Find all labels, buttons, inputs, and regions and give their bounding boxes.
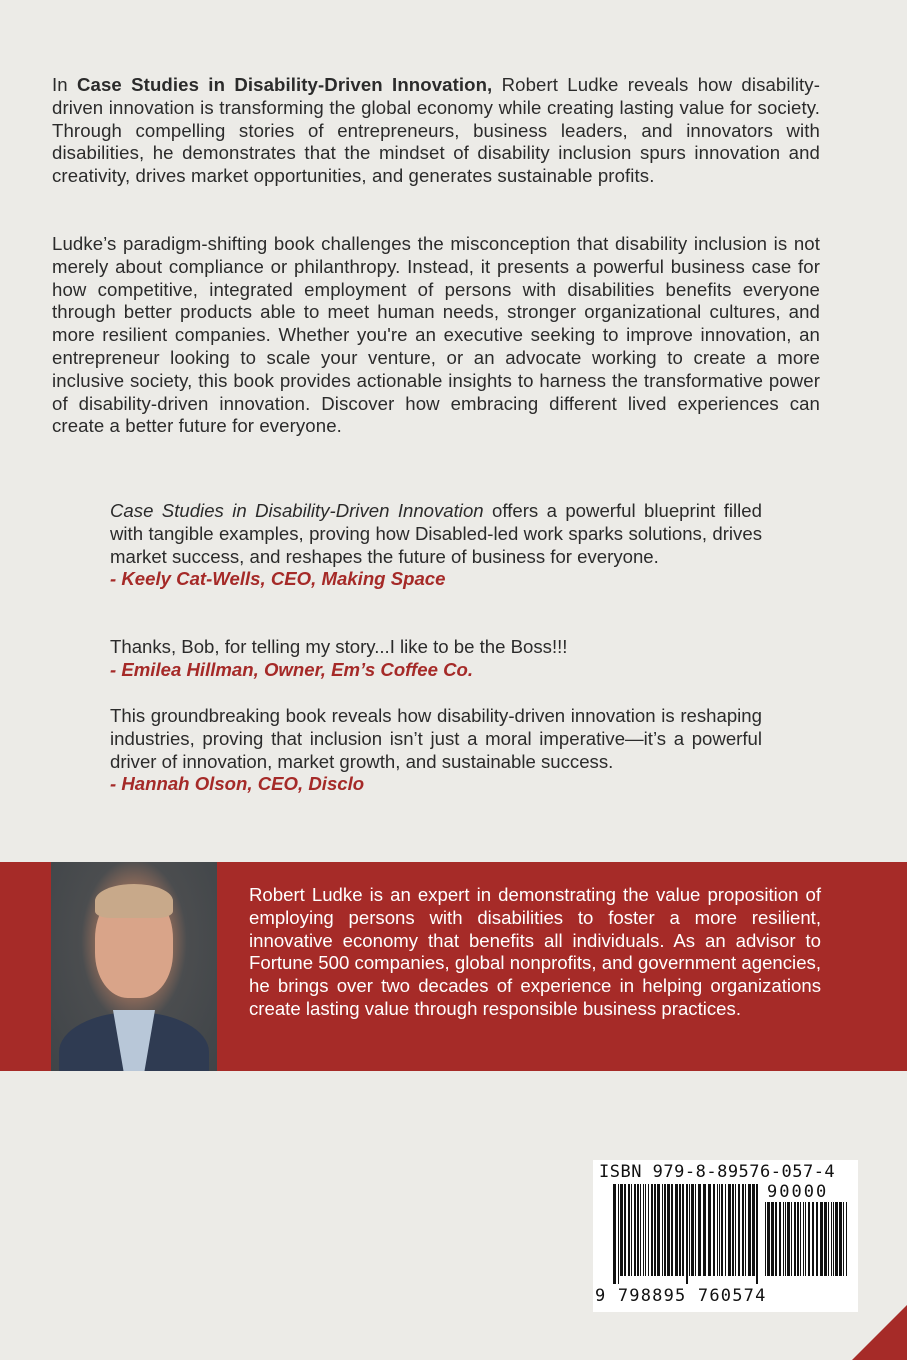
barcode-bar bbox=[833, 1202, 834, 1276]
barcode-bar bbox=[745, 1184, 746, 1276]
barcode-bar bbox=[820, 1202, 823, 1276]
barcode-bar bbox=[643, 1184, 644, 1276]
barcode-bar bbox=[708, 1184, 711, 1276]
endorsement-2-attribution: - Emilea Hillman, Owner, Em’s Coffee Co. bbox=[110, 658, 474, 680]
barcode-bar bbox=[765, 1202, 766, 1276]
barcode-bar bbox=[634, 1184, 636, 1276]
barcode-bar bbox=[664, 1184, 666, 1276]
barcode-bar bbox=[691, 1184, 694, 1276]
barcode-bar bbox=[752, 1184, 755, 1276]
barcode-bar bbox=[618, 1184, 619, 1284]
barcode-bar bbox=[805, 1202, 806, 1276]
barcode-bar bbox=[686, 1184, 688, 1284]
barcode-bar bbox=[624, 1184, 626, 1276]
endorsement-3 bbox=[110, 705, 762, 796]
intro-paragraph bbox=[52, 74, 820, 188]
barcode-bar bbox=[835, 1202, 838, 1276]
endorsement-3-text: This groundbreaking book reveals how disability-driven innovation is reshaping industries, proving that inclusion isn’t just a moral imperative—it’s a powerful driver of innovation, market growth, and sustainable success. bbox=[110, 705, 762, 772]
barcode-bar bbox=[775, 1202, 777, 1276]
barcode-bar bbox=[671, 1184, 673, 1276]
corner-accent bbox=[852, 1305, 907, 1360]
endorsement-1-attribution: - Keely Cat-Wells, CEO, Making Space bbox=[110, 568, 446, 590]
barcode-bar bbox=[620, 1184, 623, 1276]
barcode-bar bbox=[791, 1202, 792, 1276]
author-photo bbox=[51, 862, 217, 1071]
ean-digits: 9 798895 760574 bbox=[595, 1286, 767, 1306]
barcode-bar bbox=[846, 1202, 847, 1276]
barcode-bar bbox=[695, 1184, 696, 1276]
intro-prefix: In bbox=[52, 74, 78, 95]
barcode-bar bbox=[657, 1184, 660, 1276]
barcode-bar bbox=[689, 1184, 690, 1276]
barcode-bar bbox=[839, 1202, 842, 1276]
barcode-bar bbox=[803, 1202, 804, 1276]
barcode-bar bbox=[742, 1184, 744, 1276]
isbn-barcode bbox=[593, 1160, 858, 1312]
barcode-bar bbox=[808, 1202, 810, 1276]
barcode-bar bbox=[667, 1184, 670, 1276]
barcode-bar bbox=[828, 1202, 829, 1276]
barcode-bar bbox=[719, 1184, 720, 1276]
barcode-bar bbox=[703, 1184, 706, 1276]
barcode-bar bbox=[831, 1202, 832, 1276]
barcode-bar bbox=[637, 1184, 639, 1276]
addon-barcode-bars bbox=[765, 1202, 849, 1284]
barcode-bar bbox=[779, 1202, 781, 1276]
barcode-bar bbox=[767, 1202, 770, 1276]
barcode-bar bbox=[738, 1184, 740, 1276]
barcode-bar bbox=[783, 1202, 784, 1276]
author-photo-hair bbox=[95, 884, 173, 918]
barcode-bar bbox=[698, 1184, 701, 1276]
barcode-bar bbox=[797, 1202, 799, 1276]
endorsement-1 bbox=[110, 500, 762, 591]
intro-body: Robert Ludke reveals how disability-driven innovation is transforming the global economy while creating lasting value for society. Through compelling stories of entrepreneurs, business leaders, and innovators with disabilities, he demonstrates that the mindset of disability inclusion spurs innovation and creativity, drives market opportunities, and generates sustainable profits. bbox=[52, 74, 820, 187]
barcode-bar bbox=[735, 1184, 736, 1276]
isbn-label: ISBN 979-8-89576-057-4 bbox=[599, 1162, 836, 1182]
barcode-bar bbox=[824, 1202, 827, 1276]
endorsement-1-book-title: Case Studies in Disability-Driven Innovation bbox=[110, 500, 484, 521]
barcode-bar bbox=[651, 1184, 653, 1276]
endorsement-2-text: Thanks, Bob, for telling my story...I like to be the Boss!!! bbox=[110, 636, 568, 657]
barcode-bar bbox=[732, 1184, 734, 1276]
barcode-bar bbox=[794, 1202, 796, 1276]
barcode-bar bbox=[787, 1202, 790, 1276]
barcode-bar bbox=[785, 1202, 786, 1276]
intro-book-title: Case Studies in Disability-Driven Innovation, bbox=[77, 74, 493, 95]
barcode-bar bbox=[725, 1184, 726, 1276]
barcode-bar bbox=[771, 1202, 774, 1276]
barcode-bar bbox=[613, 1184, 616, 1284]
barcode-bar bbox=[654, 1184, 656, 1276]
barcode-bar bbox=[812, 1202, 814, 1276]
barcode-bar bbox=[713, 1184, 715, 1276]
barcode-bar bbox=[800, 1202, 801, 1276]
barcode-bar bbox=[631, 1184, 632, 1276]
addon-digits: 90000 bbox=[767, 1182, 829, 1202]
endorsement-3-attribution: - Hannah Olson, CEO, Disclo bbox=[110, 773, 365, 795]
barcode-bar bbox=[675, 1184, 678, 1276]
barcode-bar bbox=[648, 1184, 649, 1276]
barcode-bar bbox=[843, 1202, 844, 1276]
barcode-bar bbox=[748, 1184, 751, 1276]
author-bio: Robert Ludke is an expert in demonstrating the value proposition of employing persons with disabilities to foster a more resilient, innovative economy that benefits all individuals. As an advisor to Fortune 500 companies, global nonprofits, and government agencies, he brings over two decades of experience in helping organizations create lasting value through responsible business practices. bbox=[249, 884, 821, 1019]
barcode-bar bbox=[721, 1184, 723, 1276]
barcode-bar bbox=[816, 1202, 818, 1276]
barcode-bar bbox=[628, 1184, 630, 1276]
barcode-bar bbox=[682, 1184, 684, 1276]
endorsement-1-text: offers a powerful blueprint filled with tangible examples, proving how Disabled-led work sparks solutions, drives market success, and reshapes the future of business for everyone. bbox=[110, 500, 762, 567]
barcode-bar bbox=[662, 1184, 663, 1276]
barcode-bar bbox=[679, 1184, 681, 1276]
barcode-bar bbox=[640, 1184, 641, 1276]
barcode-bar bbox=[756, 1184, 758, 1284]
barcode-bar bbox=[728, 1184, 731, 1276]
barcode-bar bbox=[645, 1184, 646, 1276]
ean-barcode-bars bbox=[613, 1184, 761, 1284]
description-paragraph: Ludke’s paradigm-shifting book challenges the misconception that disability inclusion is not merely about compliance or philanthropy. Instead, it presents a powerful business case for how competitive, integrated employment of persons with disabilities benefits everyone through better products able to meet human needs, stronger organizational cultures, and more resilient companies. Whether you're an executive seeking to improve innovation, an entrepreneur looking to scale your venture, or an advocate working to create a more inclusive society, this book provides actionable insights to harness the transformative power of disability-driven innovation. Discover how embracing different lived experiences can create a better future for everyone. bbox=[52, 233, 820, 437]
barcode-bar bbox=[717, 1184, 718, 1276]
endorsement-2 bbox=[110, 636, 762, 682]
